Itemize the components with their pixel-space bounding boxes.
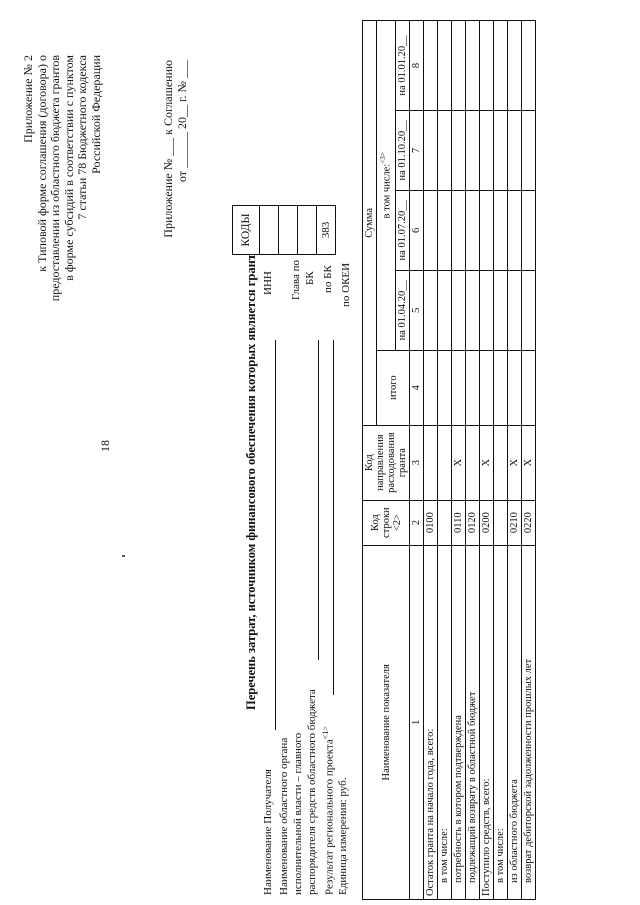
row-cell bbox=[424, 110, 438, 190]
table-row bbox=[438, 21, 452, 900]
appendix-line-5: 7 статьи 78 Бюджетного кодекса bbox=[75, 55, 89, 220]
row-cell bbox=[480, 21, 494, 111]
row-cell bbox=[480, 190, 494, 270]
page-number: 18 bbox=[98, 440, 112, 452]
organ-line bbox=[318, 340, 319, 660]
row-dir bbox=[494, 425, 508, 500]
row-dir: X bbox=[480, 425, 494, 500]
row-cell bbox=[494, 110, 508, 190]
header-date-3: на 01.10.20__ bbox=[396, 110, 410, 190]
field-project bbox=[321, 726, 336, 895]
appendix-line-1: Приложение № 2 bbox=[21, 55, 35, 143]
row-dir: X bbox=[452, 425, 466, 500]
label-head-1: Глава по bbox=[290, 260, 302, 300]
row-cell bbox=[466, 110, 480, 190]
row-code: 0200 bbox=[480, 500, 494, 545]
row-cell bbox=[452, 21, 466, 111]
row-cell bbox=[508, 21, 522, 111]
row-cell bbox=[522, 270, 536, 350]
row-cell bbox=[522, 110, 536, 190]
label-bk: по БК bbox=[322, 265, 334, 293]
row-cell bbox=[438, 270, 452, 350]
project-ref: <1> bbox=[321, 726, 330, 740]
agreement-reference bbox=[162, 60, 189, 305]
header-sum: Сумма bbox=[363, 21, 377, 426]
col-num: 2 bbox=[410, 500, 424, 545]
row-cell bbox=[438, 110, 452, 190]
col-num: 1 bbox=[410, 545, 424, 899]
field-organ-1: Наименование областного органа bbox=[278, 737, 290, 895]
header-incl-ref: <3> bbox=[379, 152, 388, 164]
row-code bbox=[494, 500, 508, 545]
code-inn-cell bbox=[260, 206, 279, 255]
row-cell bbox=[452, 270, 466, 350]
row-code: 0110 bbox=[452, 500, 466, 545]
row-name: подлежащий возврату в областной бюджет bbox=[466, 545, 480, 899]
appendix-line-4: в форме субсидий в соответствии с пунктом bbox=[61, 55, 76, 281]
field-unit: Единица измерения: руб. bbox=[337, 777, 349, 895]
header-date-1: на 01.04.20__ bbox=[396, 270, 410, 350]
row-cell bbox=[424, 21, 438, 111]
row-cell bbox=[522, 21, 536, 111]
row-cell bbox=[424, 190, 438, 270]
row-cell bbox=[438, 21, 452, 111]
row-name: в том числе: bbox=[438, 545, 452, 899]
row-code bbox=[438, 500, 452, 545]
header-line-code-text: Код строки bbox=[369, 507, 392, 538]
table-row bbox=[480, 21, 494, 900]
row-cell bbox=[438, 350, 452, 425]
header-incl bbox=[377, 21, 396, 351]
code-bk-cell bbox=[298, 206, 317, 255]
row-cell bbox=[452, 110, 466, 190]
row-code: 0120 bbox=[466, 500, 480, 545]
row-cell bbox=[466, 350, 480, 425]
appendix-line-2: к Типовой форме соглашения (договора) о bbox=[34, 55, 49, 272]
field-project-label: Результат регионального проекта bbox=[323, 739, 336, 895]
code-okei-cell: 383 bbox=[317, 206, 336, 255]
header-total: итого bbox=[377, 350, 410, 425]
table-row bbox=[452, 21, 466, 900]
agreement-line-1: Приложение № ___ к Соглашению bbox=[161, 60, 175, 238]
row-cell bbox=[508, 270, 522, 350]
col-num: 5 bbox=[410, 270, 424, 350]
field-recipient: Наименование Получателя bbox=[262, 769, 274, 895]
label-head-2: БК bbox=[304, 271, 316, 285]
row-cell bbox=[452, 350, 466, 425]
row-cell bbox=[466, 190, 480, 270]
appendix-line-3: предоставлении из областного бюджета грантов bbox=[48, 55, 62, 302]
row-cell bbox=[424, 350, 438, 425]
agreement-line-2: от ______ 20__ г. № ___ bbox=[174, 60, 189, 183]
header-dir-code: Код направления расходования гранта bbox=[363, 425, 410, 500]
field-organ-2: исполнительной власти – главного bbox=[292, 732, 304, 895]
row-name: в том числе: bbox=[494, 545, 508, 899]
label-okei: по ОКЕИ bbox=[340, 262, 352, 307]
row-name: возврат дебиторской задолженности прошлых лет bbox=[522, 545, 536, 899]
row-dir bbox=[466, 425, 480, 500]
table-row bbox=[494, 21, 508, 900]
table-row bbox=[522, 21, 536, 900]
row-dir bbox=[438, 425, 452, 500]
table-row bbox=[508, 21, 522, 900]
row-cell bbox=[466, 21, 480, 111]
row-cell bbox=[494, 21, 508, 111]
header-line-code-ref: <2> bbox=[391, 514, 403, 532]
row-cell bbox=[522, 190, 536, 270]
row-cell bbox=[480, 350, 494, 425]
header-date-2: на 01.07.20__ bbox=[396, 190, 410, 270]
appendix-header bbox=[22, 55, 103, 345]
table-row bbox=[466, 21, 480, 900]
row-cell bbox=[522, 350, 536, 425]
col-num: 4 bbox=[410, 350, 424, 425]
row-name: потребность в котором подтверждена bbox=[452, 545, 466, 899]
row-cell bbox=[494, 350, 508, 425]
row-cell bbox=[480, 110, 494, 190]
header-line-code bbox=[363, 500, 410, 545]
codes-header: КОДЫ bbox=[233, 206, 260, 255]
row-dir: X bbox=[522, 425, 536, 500]
field-organ-3: распорядителя средств областного бюджета bbox=[306, 689, 318, 895]
appendix-line-6: Российской Федерации bbox=[88, 55, 103, 174]
codes-box bbox=[232, 205, 336, 255]
row-cell bbox=[508, 110, 522, 190]
col-num: 8 bbox=[410, 21, 424, 111]
row-cell bbox=[466, 270, 480, 350]
code-head-cell bbox=[279, 206, 298, 255]
label-inn: ИНН bbox=[262, 271, 274, 295]
row-dir: X bbox=[508, 425, 522, 500]
col-num: 7 bbox=[410, 110, 424, 190]
header-name: Наименование показателя bbox=[363, 545, 410, 899]
header-date-4: на 01.01.20__ bbox=[396, 21, 410, 111]
row-name: из областного бюджета bbox=[508, 545, 522, 899]
col-num: 3 bbox=[410, 425, 424, 500]
recipient-line bbox=[275, 340, 276, 730]
row-name: Остаток гранта на начало года, всего: bbox=[424, 545, 438, 899]
row-cell bbox=[438, 190, 452, 270]
table-row bbox=[424, 21, 438, 900]
row-cell bbox=[508, 350, 522, 425]
row-cell bbox=[424, 270, 438, 350]
row-code: 0220 bbox=[522, 500, 536, 545]
row-cell bbox=[494, 270, 508, 350]
row-dir bbox=[424, 425, 438, 500]
row-cell bbox=[494, 190, 508, 270]
project-line bbox=[333, 340, 334, 695]
col-num: 6 bbox=[410, 190, 424, 270]
row-cell bbox=[452, 190, 466, 270]
row-cell bbox=[508, 190, 522, 270]
row-name: Поступило средств, всего: bbox=[480, 545, 494, 899]
costs-table bbox=[362, 20, 536, 900]
header-incl-text: в том числе: bbox=[381, 163, 393, 219]
row-code: 0100 bbox=[424, 500, 438, 545]
column-number-row bbox=[410, 21, 424, 900]
page-title: Перечень затрат, источником финансового обеспечения которых является грант bbox=[244, 254, 258, 710]
row-cell bbox=[480, 270, 494, 350]
row-code: 0210 bbox=[508, 500, 522, 545]
